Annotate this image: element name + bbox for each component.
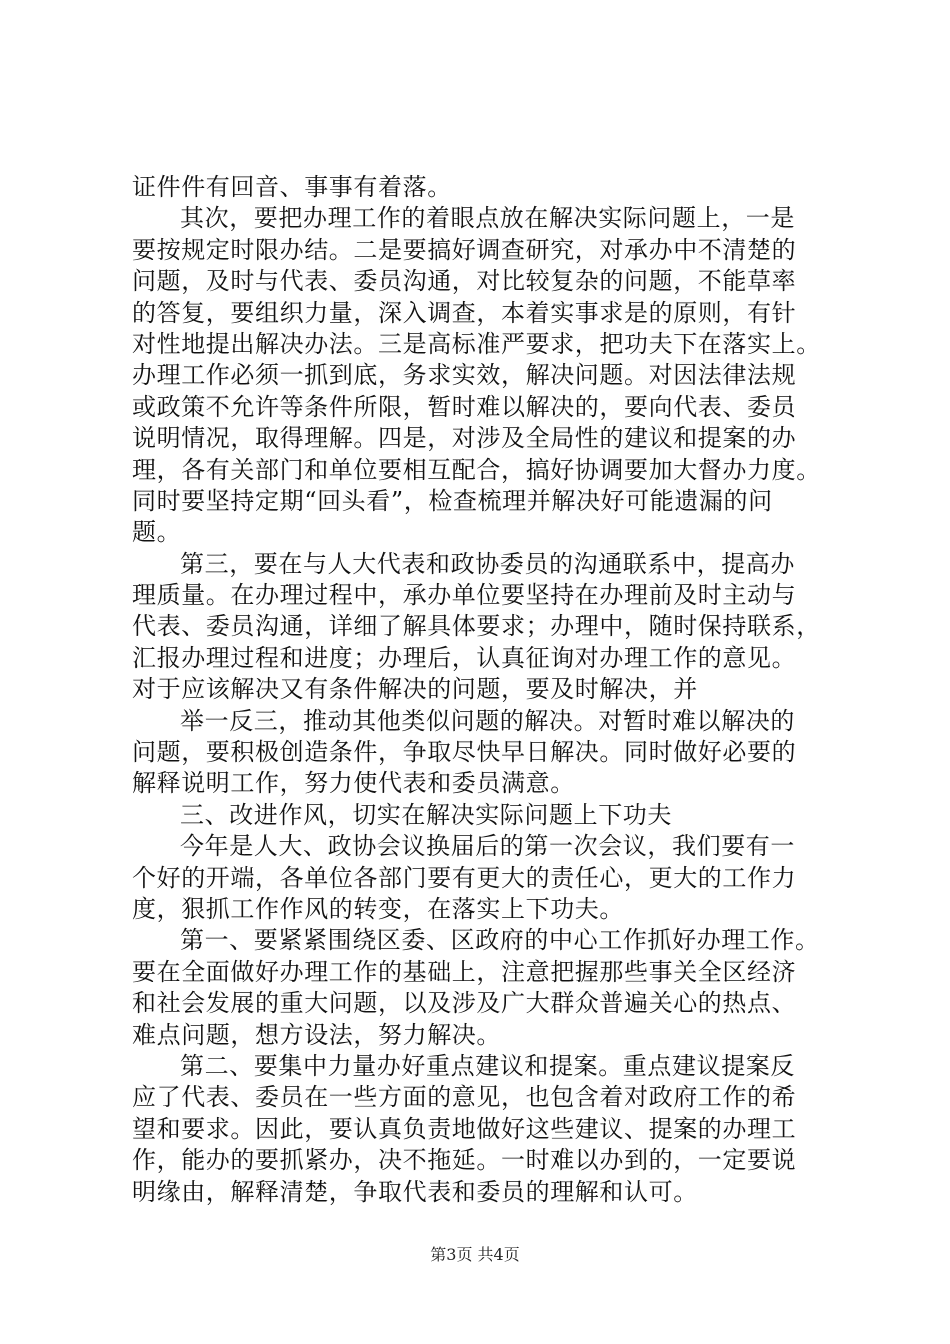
text-line: 代表、委员沟通，详细了解具体要求；办理中，随时保持联系， [132,612,821,641]
text-line: 说明情况，取得理解。四是，对涉及全局性的建议和提案的办 [132,424,797,453]
text-line: 三、改进作风，切实在解决实际问题上下功夫 [180,800,672,829]
text-line: 明缘由，解释清楚，争取代表和委员的理解和认可。 [132,1177,698,1206]
text-line: 对于应该解决又有条件解决的问题，要及时解决，并 [132,675,698,704]
text-line: 题。 [132,518,182,547]
text-line: 其次，要把办理工作的着眼点放在解决实际问题上，一是 [180,204,795,233]
text-line: 第一、要紧紧围绕区委、区政府的中心工作抓好办理工作。 [180,926,820,955]
text-line: 应了代表、委员在一些方面的意见，也包含着对政府工作的希 [132,1083,797,1112]
text-line: 个好的开端，各单位各部门要有更大的责任心，更大的工作力 [132,863,797,892]
text-line: 和社会发展的重大问题，以及涉及广大群众普遍关心的热点、 [132,989,797,1018]
text-line: 度，狠抓工作作风的转变，在落实上下功夫。 [132,894,624,923]
document-body [132,172,832,1208]
text-line: 同时要坚持定期“回头看”，检查梳理并解决好可能遗漏的问 [132,486,773,515]
text-line: 理，各有关部门和单位要相互配合，搞好协调要加大督办力度。 [132,455,821,484]
text-line: 或政策不允许等条件所限，暂时难以解决的，要向代表、委员 [132,392,797,421]
text-line: 理质量。在办理过程中，承办单位要坚持在办理前及时主动与 [132,581,797,610]
text-line: 要按规定时限办结。二是要搞好调查研究，对承办中不清楚的 [132,235,797,264]
text-line: 要在全面做好办理工作的基础上，注意把握那些事关全区经济 [132,957,797,986]
text-line: 办理工作必须一抓到底，务求实效，解决问题。对因法律法规 [132,361,797,390]
text-line: 第三，要在与人大代表和政协委员的沟通联系中，提高办 [180,549,795,578]
text-line: 难点问题，想方设法，努力解决。 [132,1020,501,1049]
text-line: 的答复，要组织力量，深入调查，本着实事求是的原则，有针 [132,298,797,327]
text-line: 问题，要积极创造条件，争取尽快早日解决。同时做好必要的 [132,738,797,767]
text-line: 第二、要集中力量办好重点建议和提案。重点建议提案反 [180,1051,795,1080]
text-line: 举一反三，推动其他类似问题的解决。对暂时难以解决的 [180,706,795,735]
text-line: 解释说明工作，努力使代表和委员满意。 [132,769,575,798]
page-footer: 第3页 共4页 [430,1245,520,1264]
text-line: 望和要求。因此，要认真负责地做好这些建议、提案的办理工 [132,1114,797,1143]
text-line: 作，能办的要抓紧办，决不拖延。一时难以办到的，一定要说 [132,1146,797,1175]
text-line: 对性地提出解决办法。三是高标准严要求，把功夫下在落实上。 [132,329,821,358]
text-line: 问题，及时与代表、委员沟通，对比较复杂的问题，不能草率 [132,267,797,296]
text-line: 证件件有回音、事事有着落。 [132,173,452,201]
text-line: 今年是人大、政协会议换届后的第一次会议，我们要有一 [180,832,795,861]
text-line: 汇报办理过程和进度；办理后，认真征询对办理工作的意见。 [132,643,797,672]
